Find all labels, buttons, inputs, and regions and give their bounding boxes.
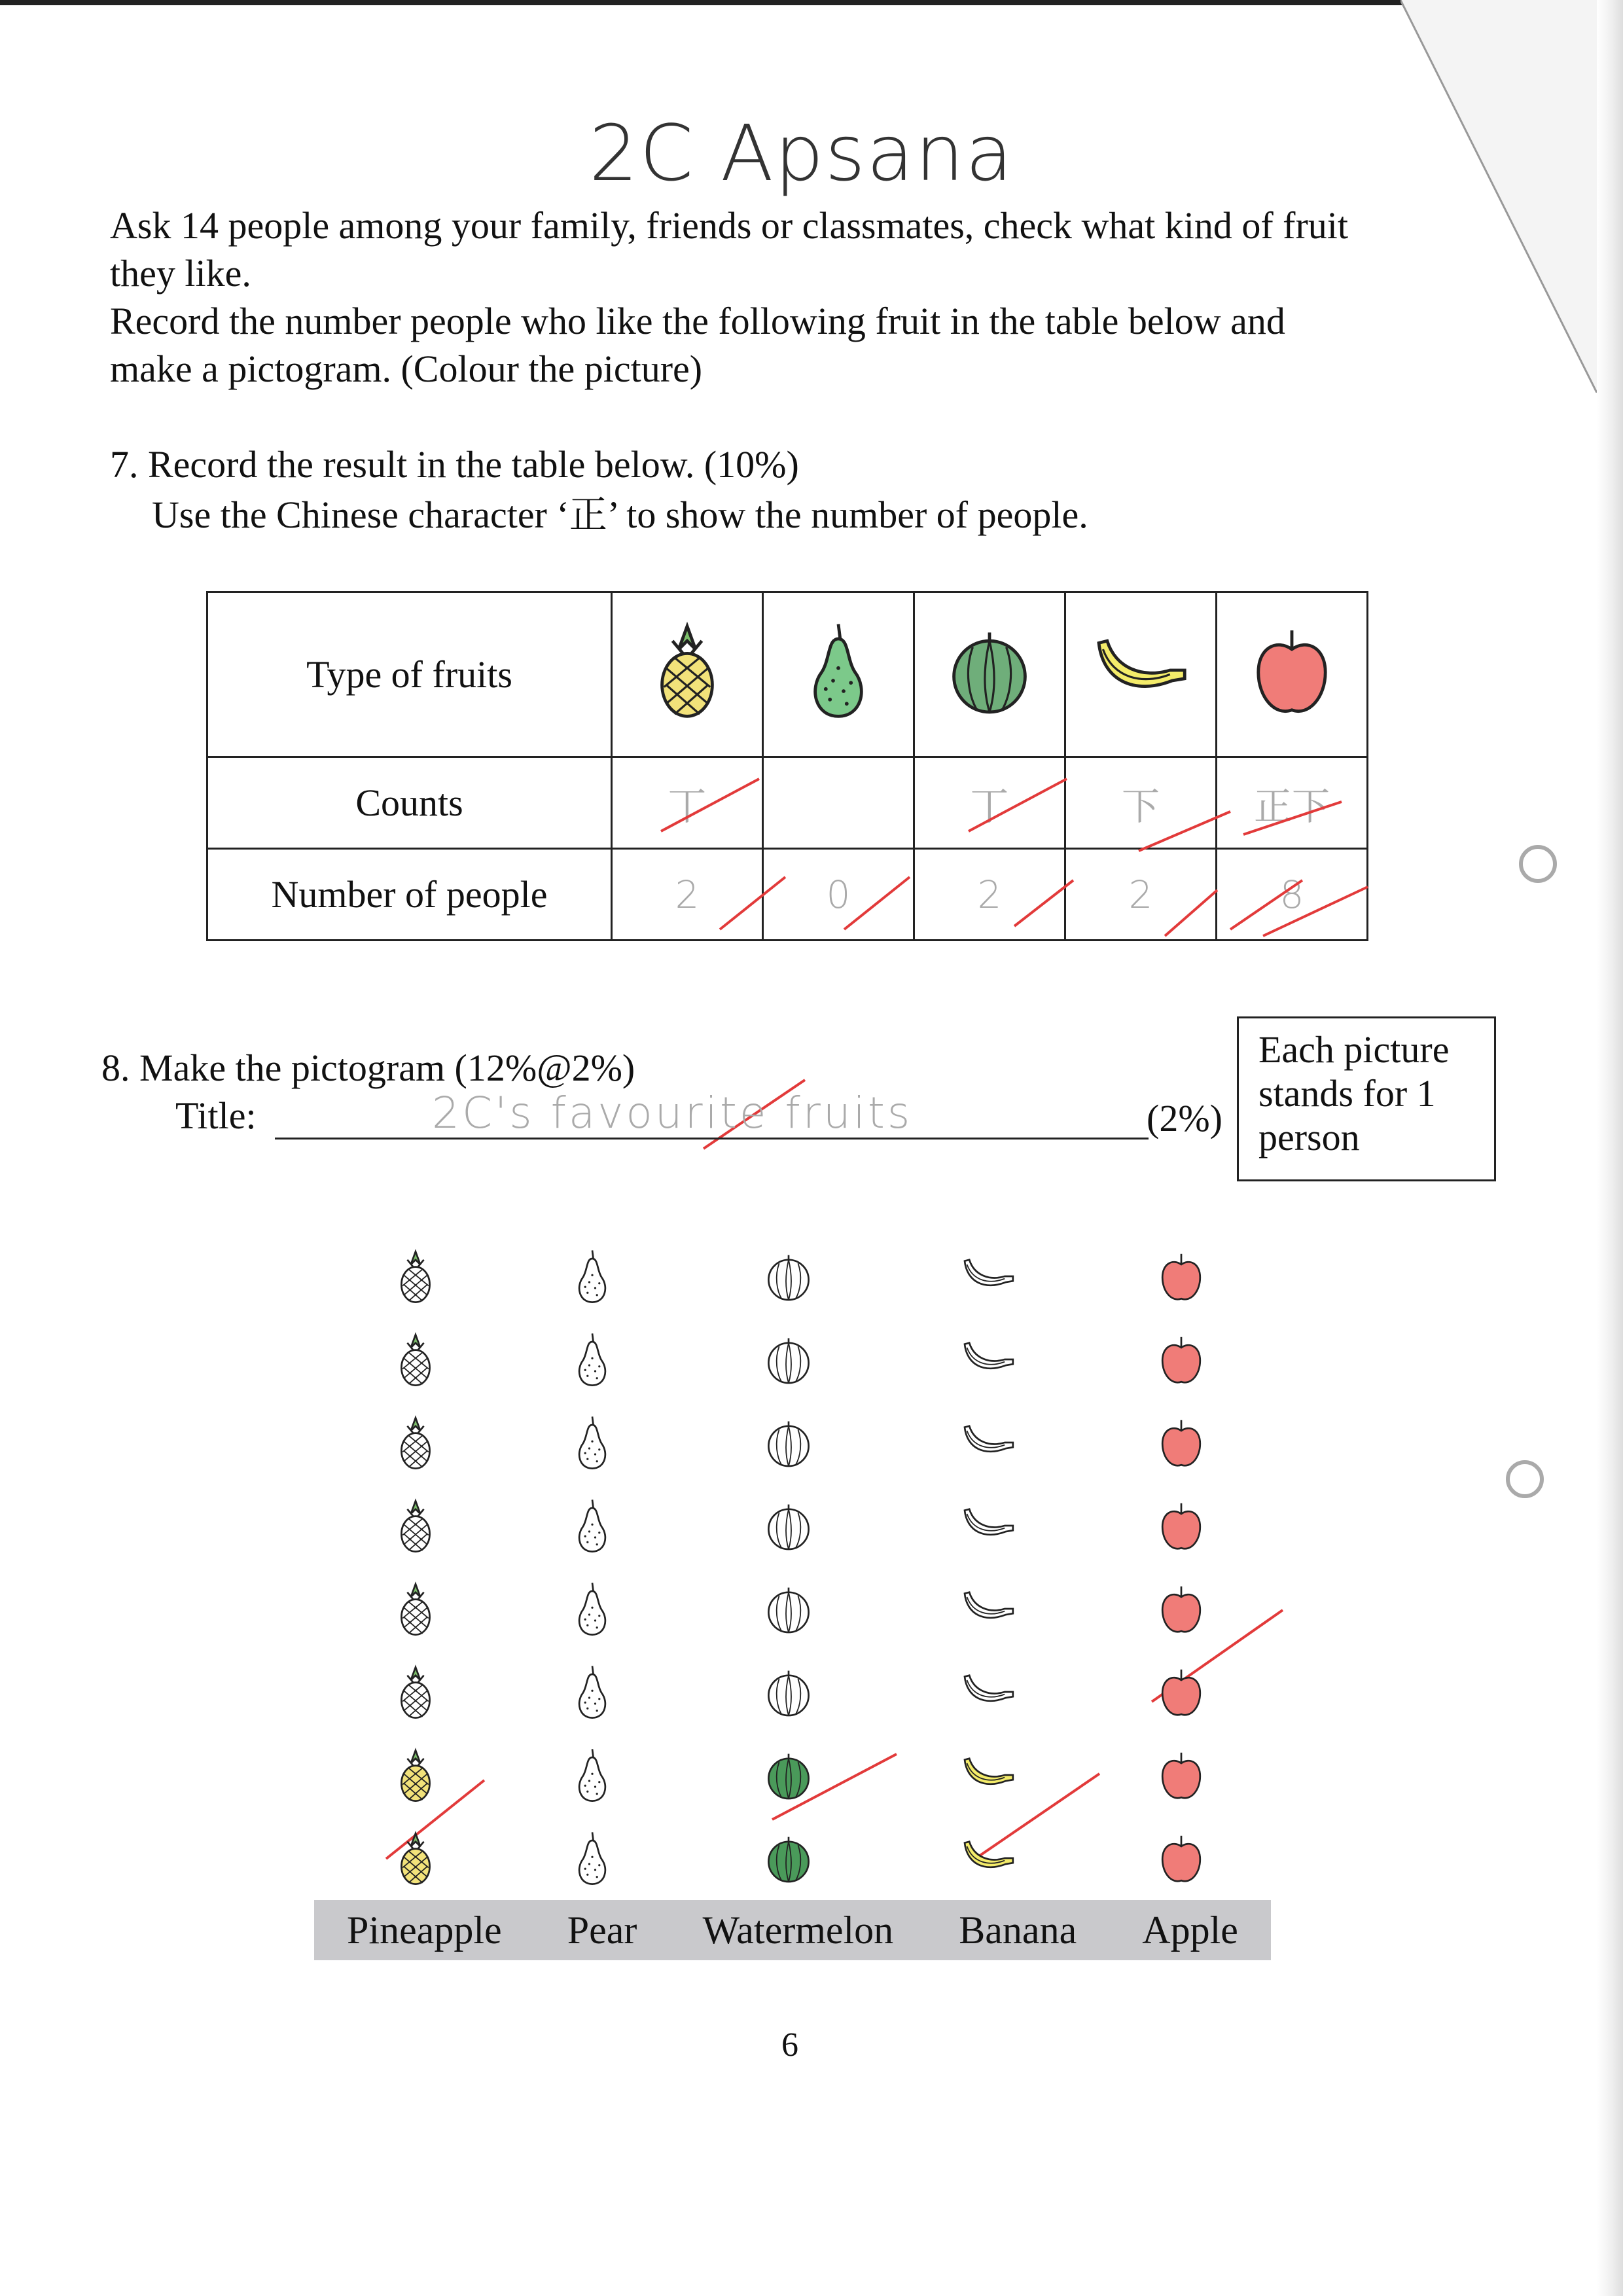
tally-cell: 丅 xyxy=(914,757,1065,849)
watermelon-icon xyxy=(759,1496,818,1555)
watermelon-icon xyxy=(759,1662,818,1721)
key-line: Each picture xyxy=(1258,1028,1450,1071)
apple-icon xyxy=(1240,689,1344,731)
watermelon-icon xyxy=(759,1330,818,1389)
watermelon-icon xyxy=(759,1746,818,1804)
banana-icon xyxy=(959,1829,1018,1888)
category-label: Watermelon xyxy=(702,1908,894,1952)
table-fruit-apple xyxy=(1217,592,1368,757)
pineapple-icon xyxy=(386,1579,445,1638)
apple-icon xyxy=(1152,1579,1211,1638)
instruction-line: they like. xyxy=(110,252,251,295)
pictogram-key xyxy=(1237,1016,1496,1181)
number-cell: 2 xyxy=(612,849,763,941)
table-fruit-pineapple xyxy=(612,592,763,757)
pear-icon xyxy=(563,1413,622,1472)
title-label: Title: xyxy=(175,1094,257,1137)
pineapple-icon xyxy=(386,1746,445,1804)
pear-icon xyxy=(563,1496,622,1555)
pictogram-category-bar xyxy=(314,1900,1271,1960)
number-cell: 8 xyxy=(1217,849,1368,941)
apple-icon xyxy=(1152,1662,1211,1721)
apple-icon xyxy=(1152,1330,1211,1389)
question-7-heading: 7. Record the result in the table below. (10%) xyxy=(110,443,799,486)
banana-icon xyxy=(959,1496,1018,1555)
category-label: Pear xyxy=(567,1908,637,1952)
tally-cell: 丅 xyxy=(612,757,763,849)
row-header-type: Type of fruits xyxy=(207,592,612,757)
watermelon-icon xyxy=(759,1579,818,1638)
table-fruit-pear xyxy=(763,592,914,757)
table-fruit-banana xyxy=(1065,592,1217,757)
banana-icon xyxy=(959,1330,1018,1389)
tally-cell: 正下 xyxy=(1217,757,1368,849)
apple-icon xyxy=(1152,1829,1211,1888)
table-fruit-watermelon xyxy=(914,592,1065,757)
banana-icon xyxy=(959,1579,1018,1638)
number-cell: 2 xyxy=(914,849,1065,941)
tally-cell xyxy=(763,757,914,849)
row-header-number: Number of people xyxy=(207,849,612,941)
watermelon-icon xyxy=(937,689,1042,731)
pineapple-icon xyxy=(386,1496,445,1555)
pear-icon xyxy=(563,1247,622,1306)
pineapple-icon xyxy=(386,1413,445,1472)
banana-icon xyxy=(959,1247,1018,1306)
tally-cell: 下 xyxy=(1065,757,1217,849)
category-label: Apple xyxy=(1142,1908,1238,1952)
tally-table xyxy=(206,591,1368,941)
pineapple-icon xyxy=(635,689,740,731)
pineapple-icon xyxy=(386,1330,445,1389)
question-7 xyxy=(110,440,1088,539)
question-8-heading: 8. Make the pictogram (12%@2%) xyxy=(101,1047,635,1089)
pineapple-icon xyxy=(386,1829,445,1888)
instruction-line: Ask 14 people among your family, friends or classmates, check what kind of fruit xyxy=(110,204,1349,247)
pear-icon xyxy=(563,1746,622,1804)
student-name: 2C Apsana xyxy=(589,108,1014,198)
banana-icon xyxy=(959,1662,1018,1721)
instruction-line: Record the number people who like the following fruit in the table below and xyxy=(110,300,1285,342)
key-line: stands for 1 xyxy=(1258,1072,1436,1115)
scan-top-edge xyxy=(0,0,1623,5)
category-label: Banana xyxy=(959,1908,1077,1952)
number-cell: 2 xyxy=(1065,849,1217,941)
pear-icon xyxy=(563,1829,622,1888)
pear-icon xyxy=(563,1330,622,1389)
pineapple-icon xyxy=(386,1662,445,1721)
banana-icon xyxy=(1088,689,1193,731)
watermelon-icon xyxy=(759,1413,818,1472)
punch-hole xyxy=(1499,1453,1551,1505)
banana-icon xyxy=(959,1413,1018,1472)
pear-icon xyxy=(563,1662,622,1721)
page-edge xyxy=(1597,0,1623,2296)
apple-icon xyxy=(1152,1247,1211,1306)
category-label: Pineapple xyxy=(347,1908,502,1952)
title-marks: (2%) xyxy=(1147,1097,1222,1139)
number-cell: 0 xyxy=(763,849,914,941)
watermelon-icon xyxy=(759,1247,818,1306)
punch-hole xyxy=(1512,838,1564,890)
page-number: 6 xyxy=(781,2026,798,2064)
apple-icon xyxy=(1152,1746,1211,1804)
title-answer: 2C's favourite fruits xyxy=(432,1088,913,1138)
apple-icon xyxy=(1152,1496,1211,1555)
apple-icon xyxy=(1152,1413,1211,1472)
pear-icon xyxy=(563,1579,622,1638)
question-7-instruction: Use the Chinese character ‘正’ to show the number of people. xyxy=(152,493,1088,536)
pear-icon xyxy=(786,689,891,731)
row-header-counts: Counts xyxy=(207,757,612,849)
banana-icon xyxy=(959,1746,1018,1804)
pineapple-icon xyxy=(386,1247,445,1306)
instructions xyxy=(110,202,1550,393)
instruction-line: make a pictogram. (Colour the picture) xyxy=(110,348,703,390)
key-line: person xyxy=(1258,1116,1360,1158)
watermelon-icon xyxy=(759,1829,818,1888)
